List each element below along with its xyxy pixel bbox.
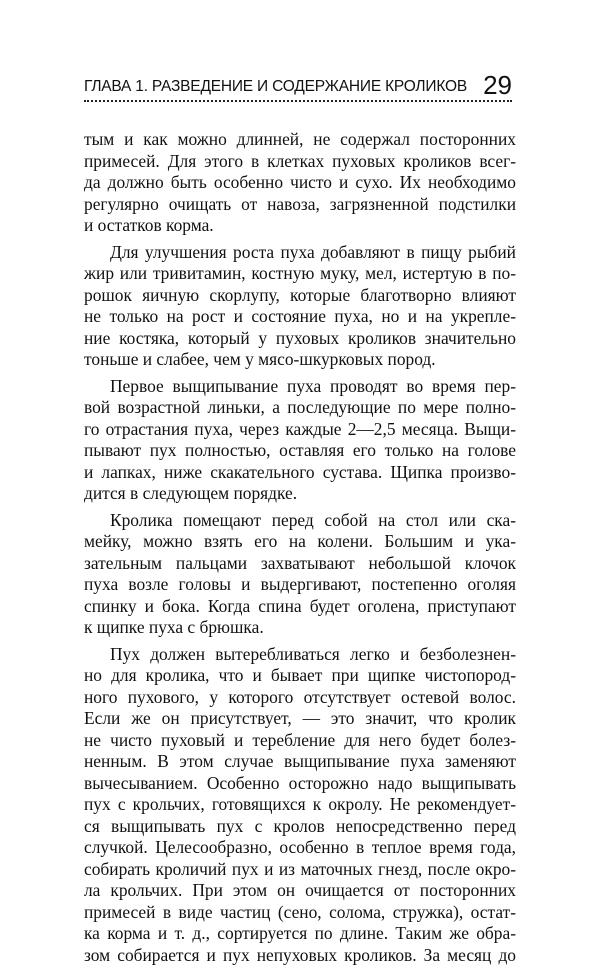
text-line: и остатков корма. [84,215,214,235]
text-line: не чисто пуховый и теребление для него будет болез- [84,729,516,750]
text-line: не только на рост и состояние пуха, но и на укрепле- [84,306,516,326]
text-line: примесей. Для этого в клетках пуховых кроликов всег- [84,150,516,171]
text-line: но для кролика, что и бывает при щипке чистопород- [84,665,516,685]
text-line: пывают пух полностью, оставляя его только на голове [84,440,516,460]
paragraph [84,510,516,639]
text-line: примесей в виде частиц (сено, солома, стружка), остат- [84,901,516,922]
running-header [84,70,512,110]
body-text [84,129,516,971]
text-line: регулярно очищать от навоза, загрязненной подстилки [84,193,516,214]
paragraph [84,129,516,237]
text-line: ненным. В этом случае выщипывание пуха заменяют [84,751,516,771]
text-line: к щипке пуха с брюшка. [84,617,264,637]
text-line: Пух должен вытеребливаться легко и безболезнен- [110,643,516,664]
text-line: случкой. Целесообразно, особенно в теплое время года, [84,837,516,857]
header-rule [84,100,512,102]
text-line: ного пухового, у которого отсутствует остевой волос. [84,686,516,707]
paragraph [84,644,516,967]
text-line: тоньше и слабее, чем у мясо-шкурковых пород. [84,349,436,369]
text-line: и лапках, ниже скакательного сустава. Щипка произво- [84,461,516,482]
text-line: ка корма и т. д., сортируется по длине. Таким же обра- [84,923,516,943]
text-line: ся выщипывать пух с кролов непосредственно перед [84,815,516,836]
text-line: Для улучшения роста пуха добавляют в пищу рыбий [110,241,516,262]
text-line: зательным пальцами захватывают небольшой клочок [84,552,516,573]
text-line: Первое выщипывание пуха проводят во время пер- [110,375,516,396]
text-line: го отрастания пуха, через каждые 2—2,5 месяца. Выщи- [84,418,516,439]
text-line: Кролика помещают перед собой на стол или ска- [110,509,516,530]
text-line: ла крольчих. При этом он очищается от посторонних [84,880,516,900]
paragraph [84,376,516,505]
text-line: ние костяка, который у пуховых кроликов значительно [84,327,516,348]
text-line: да должно быть особенно чисто и сухо. Их необходимо [84,172,516,192]
text-line: пух с крольчих, готовящихся к окролу. Не рекомендует- [84,794,516,814]
text-line: мейку, можно взять его на колени. Большим и ука- [84,531,516,551]
text-line: пуха возле головы и выдергивают, постепенно оголяя [84,574,516,594]
text-line: тым и как можно длинней, не содержал посторонних [84,129,516,149]
text-line: спинку и бока. Когда спина будет оголена, приступают [84,595,516,616]
page-number: 29 [483,70,512,100]
text-line: Если же он присутствует, — это значит, что кролик [84,708,516,728]
text-line: вой возрастной линьки, а последующие по мере полно- [84,397,516,417]
text-line: дится в следующем порядке. [84,483,298,503]
paragraph [84,242,516,371]
text-line: рошок яичную скорлупу, которые благотворно влияют [84,284,516,305]
text-line: собирать кроличий пух и из маточных гнезд, после окро- [84,858,516,879]
chapter-title: ГЛАВА 1. РАЗВЕДЕНИЕ И СОДЕРЖАНИЕ КРОЛИКОВ [84,78,467,95]
text-line: жир или тривитамин, костную муку, мел, истертую в по- [84,263,516,283]
text-line: вычесыванием. Особенно осторожно надо выщипывать [84,772,516,793]
text-line: зом собирается и пух непуховых кроликов. За месяц до [84,944,516,965]
